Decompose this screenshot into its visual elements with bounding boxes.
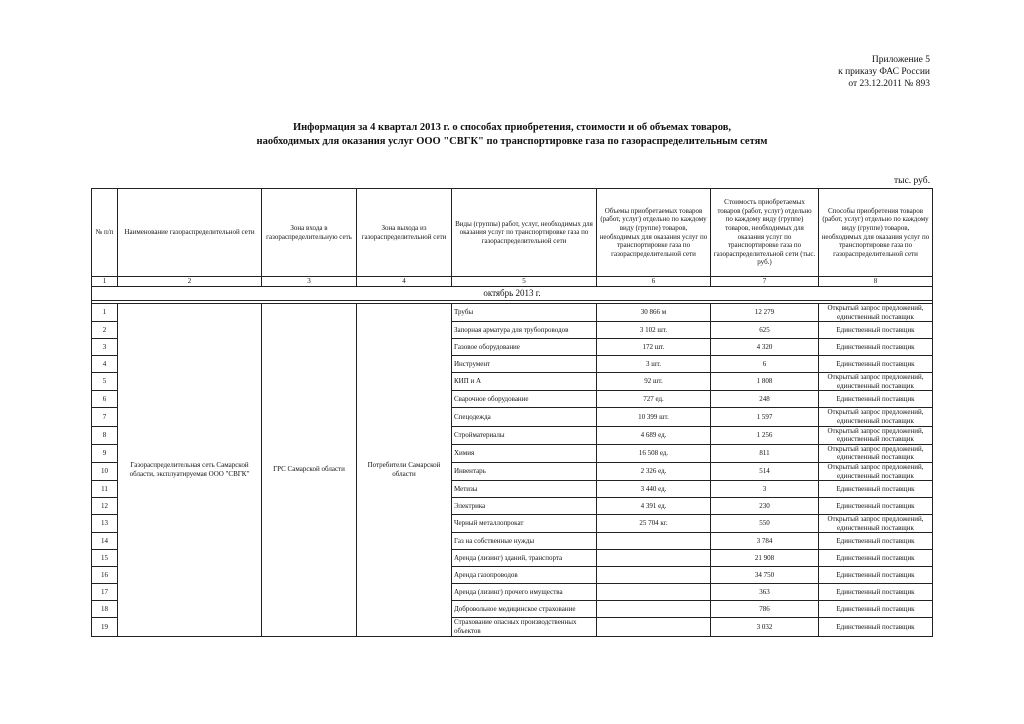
- volume: 92 шт.: [597, 373, 711, 391]
- volume: 3 440 ед.: [597, 481, 711, 498]
- procurement-method: Единственный поставщик: [819, 391, 933, 408]
- month-row: [92, 287, 933, 301]
- column-number: 6: [597, 277, 711, 287]
- column-number: 2: [118, 277, 262, 287]
- procurement-method: Единственный поставщик: [819, 618, 933, 636]
- header-cell: Наименование газораспределительной сети: [118, 189, 262, 277]
- volume: 3 102 шт.: [597, 322, 711, 339]
- row-number: 10: [92, 462, 118, 480]
- cost: 1 808: [711, 373, 819, 391]
- procurement-method: Единственный поставщик: [819, 533, 933, 550]
- work-type: Электрика: [452, 498, 597, 515]
- procurement-method: Единственный поставщик: [819, 322, 933, 339]
- header-cell: Виды (группы) работ, услуг, необходимых для оказания услуг по транспортировке газа по газораспределительной сети: [452, 189, 597, 277]
- row-number: 5: [92, 373, 118, 391]
- cost: 514: [711, 462, 819, 480]
- work-type: Трубы: [452, 304, 597, 322]
- cost: 625: [711, 322, 819, 339]
- work-type: Спецодежда: [452, 408, 597, 426]
- volume: [597, 584, 711, 601]
- procurement-method: Открытый запрос предложений, единственный поставщик: [819, 462, 933, 480]
- volume: 172 шт.: [597, 339, 711, 356]
- work-type: Аренда (лизинг) зданий, транспорта: [452, 550, 597, 567]
- row-number: 6: [92, 391, 118, 408]
- row-number: 17: [92, 584, 118, 601]
- cost: 811: [711, 444, 819, 462]
- row-number: 3: [92, 339, 118, 356]
- work-type: Сварочное оборудование: [452, 391, 597, 408]
- cost: 550: [711, 515, 819, 533]
- work-type: Аренда газопроводов: [452, 567, 597, 584]
- header-cell: Стоимость приобретаемых товаров (работ, услуг) отдельно по каждому виду (группе) товаров, необходимых для оказания услуг по транспортировке газа по газораспределительной сети (тыс. руб.): [711, 189, 819, 277]
- column-number: 3: [262, 277, 357, 287]
- procurement-method: Единственный поставщик: [819, 339, 933, 356]
- volume: 16 508 ед.: [597, 444, 711, 462]
- volume: [597, 618, 711, 636]
- procurement-method: Открытый запрос предложений, единственный поставщик: [819, 373, 933, 391]
- network-name: Газораспределительная сеть Самарской области, эксплуатируемая ООО "СВГК": [118, 304, 262, 637]
- work-type: Инвентарь: [452, 462, 597, 480]
- row-number: 8: [92, 426, 118, 444]
- row-number: 13: [92, 515, 118, 533]
- column-number: 5: [452, 277, 597, 287]
- table-row: [92, 304, 933, 322]
- cost: 21 908: [711, 550, 819, 567]
- volume: 4 391 ед.: [597, 498, 711, 515]
- volume: 2 326 ед.: [597, 462, 711, 480]
- volume: [597, 550, 711, 567]
- row-number: 4: [92, 356, 118, 373]
- row-number: 1: [92, 304, 118, 322]
- cost: 3: [711, 481, 819, 498]
- document-title: [0, 121, 1024, 149]
- entry-zone: ГРС Самарской области: [262, 304, 357, 637]
- cost: 230: [711, 498, 819, 515]
- header-cell: Объемы приобретаемых товаров (работ, услуг) отдельно по каждому виду (группе) товаров, необходимых для оказания услуг по транспортировке газа по газораспределительной сети: [597, 189, 711, 277]
- exit-zone: Потребители Самарской области: [357, 304, 452, 637]
- volume: 3 шт.: [597, 356, 711, 373]
- procurement-method: Открытый запрос предложений, единственный поставщик: [819, 304, 933, 322]
- work-type: Добровольное медицинское страхование: [452, 601, 597, 618]
- cost: 3 784: [711, 533, 819, 550]
- procurement-method: Единственный поставщик: [819, 567, 933, 584]
- work-type: Химия: [452, 444, 597, 462]
- title-line-2: наобходимых для оказания услуг ООО "СВГК" по транспортировке газа по газораспределительным сетям: [256, 136, 768, 147]
- procurement-method: Единственный поставщик: [819, 550, 933, 567]
- procurement-table: [91, 188, 933, 637]
- appendix-line-3: от 23.12.2011 № 893: [848, 79, 930, 89]
- volume: 4 689 ед.: [597, 426, 711, 444]
- row-number: 18: [92, 601, 118, 618]
- cost: 363: [711, 584, 819, 601]
- cost: 4 320: [711, 339, 819, 356]
- volume: 30 866 м: [597, 304, 711, 322]
- volume: [597, 567, 711, 584]
- procurement-method: Открытый запрос предложений, единственный поставщик: [819, 408, 933, 426]
- units-label: тыс. руб.: [894, 176, 930, 186]
- procurement-method: Единственный поставщик: [819, 498, 933, 515]
- volume: 10 399 шт.: [597, 408, 711, 426]
- work-type: Метизы: [452, 481, 597, 498]
- appendix-note: [838, 54, 930, 90]
- column-number: 7: [711, 277, 819, 287]
- column-number-row: [92, 277, 933, 287]
- row-number: 14: [92, 533, 118, 550]
- cost: 12 279: [711, 304, 819, 322]
- column-number: 8: [819, 277, 933, 287]
- header-row: [92, 189, 933, 277]
- row-number: 15: [92, 550, 118, 567]
- cost: 1 256: [711, 426, 819, 444]
- work-type: Газовое оборудование: [452, 339, 597, 356]
- work-type: Аренда (лизинг) прочего имущества: [452, 584, 597, 601]
- procurement-method: Открытый запрос предложений, единственный поставщик: [819, 515, 933, 533]
- header-cell: Зона выхода из газораспределительной сети: [357, 189, 452, 277]
- title-line-1: Информация за 4 квартал 2013 г. о способах приобретения, стоимости и об объемах товаров,: [292, 122, 732, 133]
- month-label: октябрь 2013 г.: [92, 287, 933, 301]
- work-type: Газ на собственные нужды: [452, 533, 597, 550]
- work-type: Черный металлопрокат: [452, 515, 597, 533]
- row-number: 7: [92, 408, 118, 426]
- procurement-method: Открытый запрос предложений, единственный поставщик: [819, 444, 933, 462]
- cost: 6: [711, 356, 819, 373]
- header-cell: Способы приобретения товаров (работ, услуг) отдельно по каждому виду (группе) товаров, необходимых для оказания услуг по транспортировке газа по газораспределительной сети: [819, 189, 933, 277]
- procurement-method: Единственный поставщик: [819, 481, 933, 498]
- row-number: 19: [92, 618, 118, 636]
- appendix-line-1: Приложение 5: [871, 55, 930, 65]
- procurement-method: Единственный поставщик: [819, 356, 933, 373]
- row-number: 12: [92, 498, 118, 515]
- volume: [597, 533, 711, 550]
- row-number: 9: [92, 444, 118, 462]
- work-type: КИП и А: [452, 373, 597, 391]
- header-cell: № п/п: [92, 189, 118, 277]
- volume: 727 ед.: [597, 391, 711, 408]
- cost: 3 032: [711, 618, 819, 636]
- work-type: Стройматериалы: [452, 426, 597, 444]
- header-cell: Зона входа в газораспределительную сеть: [262, 189, 357, 277]
- cost: 786: [711, 601, 819, 618]
- volume: 25 704 кг.: [597, 515, 711, 533]
- row-number: 2: [92, 322, 118, 339]
- work-type: Страхование опасных производственных объектов: [452, 618, 597, 636]
- column-number: 4: [357, 277, 452, 287]
- work-type: Инструмент: [452, 356, 597, 373]
- procurement-method: Открытый запрос предложений, единственный поставщик: [819, 426, 933, 444]
- procurement-method: Единственный поставщик: [819, 584, 933, 601]
- cost: 248: [711, 391, 819, 408]
- column-number: 1: [92, 277, 118, 287]
- work-type: Запорная арматура для трубопроводов: [452, 322, 597, 339]
- cost: 34 750: [711, 567, 819, 584]
- cost: 1 597: [711, 408, 819, 426]
- row-number: 16: [92, 567, 118, 584]
- row-number: 11: [92, 481, 118, 498]
- procurement-method: Единственный поставщик: [819, 601, 933, 618]
- volume: [597, 601, 711, 618]
- appendix-line-2: к приказу ФАС России: [838, 67, 930, 77]
